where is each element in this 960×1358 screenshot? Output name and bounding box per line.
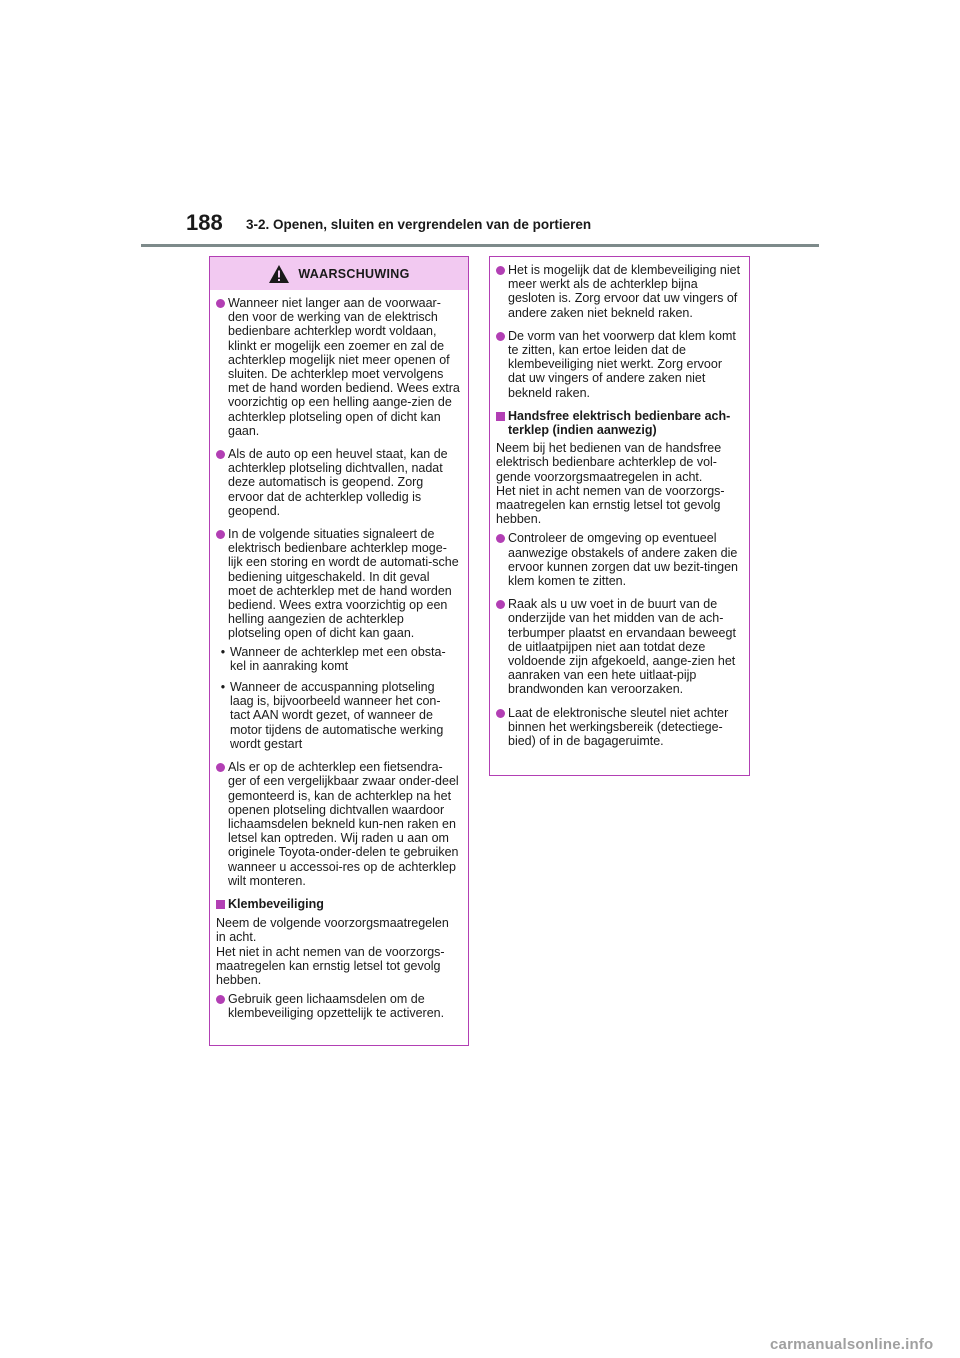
dash-item: • Wanneer de accuspanning plotseling laag is, bijvoorbeeld wanneer het con-tact AAN wordt gezet, of wanneer de motor tijdens de automatische werking wordt gestart	[216, 680, 460, 751]
bullet-dot-icon	[496, 266, 505, 275]
bullet-dot-icon	[216, 299, 225, 308]
warning-item: In de volgende situaties signaleert de elektrisch bedienbare achterklep moge-lijk een storing en wordt de automati-sche bediening uitgeschakeld. In dit geval moet de achterklep met de hand worden bediend. Wees extra voorzichtig op een helling aangezien de achterklep plotseling open of dicht kan gaan.	[216, 527, 460, 641]
square-bullet-icon	[216, 900, 225, 909]
subsection-heading: Klembeveiliging	[216, 897, 460, 912]
paragraph: Het niet in acht nemen van de voorzorgs-maatregelen kan ernstig letsel tot gevolg hebben.	[496, 483, 725, 527]
bullet-dot-icon	[496, 600, 505, 609]
paragraph: Neem de volgende voorzorgsmaatregelen in acht.	[216, 916, 449, 945]
paragraph: Neem bij het bedienen van de handsfree elektrisch bedienbare achterklep de vol-gende voorzorgsmaatregelen in acht.	[496, 441, 722, 484]
bullet-dot-icon	[216, 995, 225, 1004]
paragraph: Het niet in acht nemen van de voorzorgs-maatregelen kan ernstig letsel tot gevolg hebben.	[216, 944, 445, 987]
warning-item: Als er op de achterklep een fietsendra-ger of een vergelijkbaar zwaar onder-deel gemonteerd is, kan de achterklep na het openen plotseling dichtvallen waardoor lichaamsdelen bekneld kun-nen raken en letsel kan optreden. Wij raden u aan om originele Toyota-onder-delen te gebruiken wanneer u accessoi-res op de achterklep wilt monteren.	[216, 760, 460, 888]
dash-bullet-icon: •	[220, 680, 226, 695]
square-bullet-icon	[496, 412, 505, 421]
warning-title: WAARSCHUWING	[298, 266, 410, 281]
warning-item: De vorm van het voorwerp dat klem komt te zitten, kan ertoe leiden dat de klembeveiliging niet werkt. Zorg ervoor dat uw vingers of andere zaken niet bekneld raken.	[496, 329, 741, 400]
bullet-dot-icon	[496, 534, 505, 543]
warning-item: Wanneer niet langer aan de voorwaar-den voor de werking van de elektrisch bedienbare achterklep wordt voldaan, klinkt er mogelijk een zoemer en zal de achterklep mogelijk niet meer openen of sluiten. De achterklep moet vervolgens met de hand worden bediend. Wees extra voorzichtig op een helling aange-zien de achterklep plotseling open of dicht kan gaan.	[216, 296, 460, 438]
bullet-dot-icon	[496, 332, 505, 341]
bullet-dot-icon	[216, 450, 225, 459]
dash-bullet-icon: •	[220, 644, 226, 659]
warning-triangle-icon	[268, 264, 290, 284]
warning-item: Als de auto op een heuvel staat, kan de achterklep plotseling dichtvallen, nadat deze automatisch is geopend. Zorg ervoor dat de achterklep volledig is geopend.	[216, 447, 460, 518]
warning-item: Laat de elektronische sleutel niet achter binnen het werkingsbereik (detectiege-bied) of in de bagageruimte.	[496, 706, 741, 749]
bullet-dot-icon	[216, 530, 225, 539]
page-number: 188	[186, 210, 223, 235]
subsection-heading: Handsfree elektrisch bedienbare ach-terklep (indien aanwezig)	[496, 409, 741, 437]
bullet-dot-icon	[496, 709, 505, 718]
warning-item: Gebruik geen lichaamsdelen om de klembeveiliging opzettelijk te activeren.	[216, 992, 460, 1020]
warning-box-left	[209, 256, 469, 1046]
dash-item: • Wanneer de achterklep met een obsta-kel in aanraking komt	[216, 645, 460, 673]
warning-header	[210, 257, 468, 290]
watermark: carmanualsonline.info	[770, 1336, 934, 1353]
warning-item: Raak als u uw voet in de buurt van de onderzijde van het midden van de ach-terbumper plaatst en ervandaan beweegt de uitlaatpijpen niet aan totdat deze voldoende zijn afgekoeld, aange-zien het aanraken van een hete uitlaat-pijp brandwonden kan veroorzaken.	[496, 597, 741, 696]
warning-item: Het is mogelijk dat de klembeveiliging niet meer werkt als de achterklep bijna gesloten is. Zorg ervoor dat uw vingers of andere zaken niet bekneld raken.	[496, 263, 741, 320]
warning-box-right	[489, 256, 750, 776]
section-title: 3-2. Openen, sluiten en vergrendelen van de portieren	[246, 217, 592, 232]
warning-item: Controleer de omgeving op eventueel aanwezige obstakels of andere zaken die ervoor kunnen zorgen dat uw bezit-tingen klem komen te zitten.	[496, 531, 741, 588]
bullet-dot-icon	[216, 763, 225, 772]
header-rule	[141, 244, 819, 247]
